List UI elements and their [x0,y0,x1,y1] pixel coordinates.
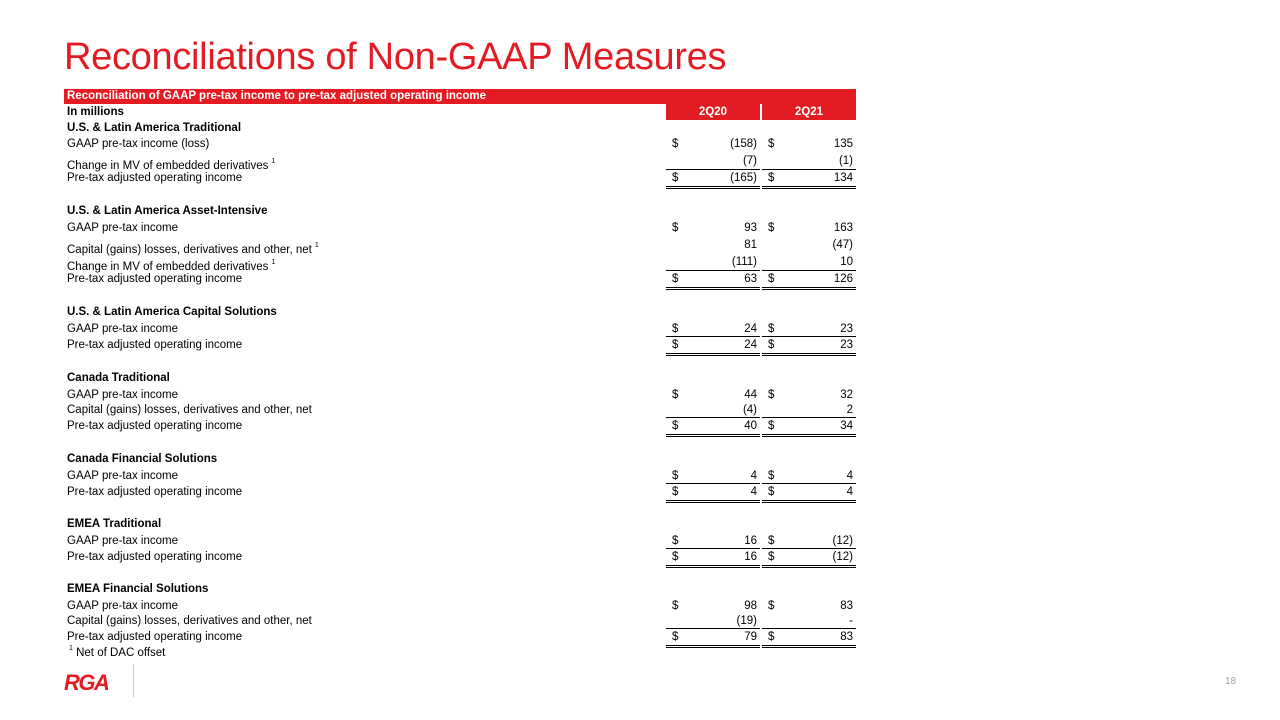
row-label: Pre-tax adjusted operating income [67,631,243,643]
value-2q21-cell [762,271,856,290]
value-2q20-cell [666,484,760,503]
table-row [64,549,856,565]
rga-logo: RGA [64,670,109,695]
value-2q20: 63 [744,273,757,285]
value-2q20-cell [666,533,760,549]
value-2q21: (12) [832,551,853,563]
row-label: Pre-tax adjusted operating income [67,420,243,432]
section-title: Canada Financial Solutions [67,453,218,465]
section-heading [64,203,856,220]
value-2q20-cell [666,321,760,337]
section-heading [64,516,856,533]
row-label: Capital (gains) losses, derivatives and other, net [67,615,312,627]
value-2q21-cell [762,254,856,271]
value-2q21-cell [762,403,856,418]
value-2q21: 135 [833,138,853,150]
value-2q21: 2 [846,404,853,416]
value-2q20-cell [666,549,760,568]
unit-label: In millions [67,106,124,118]
value-2q20-cell [666,598,760,614]
row-label: GAAP pre-tax income [67,470,179,482]
currency-symbol: $ [672,420,679,432]
value-2q20-cell [666,170,760,189]
value-2q21: 23 [840,339,853,351]
value-2q21-cell [762,153,856,170]
row-label: GAAP pre-tax income [67,600,179,612]
currency-symbol: $ [672,222,679,234]
currency-symbol: $ [672,172,679,184]
section-heading [64,304,856,321]
value-2q20: (165) [730,172,757,184]
value-2q21: - [849,615,853,627]
value-2q20: (4) [742,404,757,416]
currency-symbol: $ [768,138,775,150]
currency-symbol: $ [672,551,679,563]
value-2q21-cell [762,170,856,189]
currency-symbol: $ [672,486,679,498]
table-row [64,271,856,287]
table-row [64,136,856,153]
section-title: U.S. & Latin America Capital Solutions [67,306,277,318]
section-heading [64,581,856,598]
section-title: U.S. & Latin America Asset-Intensive [67,205,268,217]
value-2q20: 16 [744,535,757,547]
value-2q20-cell [666,220,760,237]
row-label: Capital (gains) losses, derivatives and other, net $^1$ [67,242,319,256]
value-2q20-cell [666,468,760,484]
row-label: GAAP pre-tax income [67,535,179,547]
row-label: Pre-tax adjusted operating income [67,339,243,351]
value-2q21: 83 [840,631,853,643]
row-label: Capital (gains) losses, derivatives and other, net [67,404,312,416]
row-label: Change in MV of embedded derivatives $^1$ [67,158,276,172]
section-heading [64,120,856,136]
value-2q21: 23 [840,323,853,335]
table-row [64,598,856,614]
table-row [64,418,856,434]
currency-symbol: $ [672,389,679,401]
currency-symbol: $ [768,551,775,563]
value-2q21-cell [762,549,856,568]
currency-symbol: $ [768,323,775,335]
value-2q21: 83 [840,600,853,612]
currency-symbol: $ [768,486,775,498]
footnote-ref: 1 [314,242,319,249]
currency-symbol: $ [768,222,775,234]
footnote-text: Net of DAC offset [76,647,166,659]
value-2q20: 24 [744,339,757,351]
footnote [66,645,165,659]
value-2q21-cell [762,321,856,337]
row-label: GAAP pre-tax income (loss) [67,138,210,150]
value-2q20-cell [666,418,760,437]
value-2q21-cell [762,533,856,549]
table-row [64,153,856,170]
row-label: GAAP pre-tax income [67,389,179,401]
value-2q21: 34 [840,420,853,432]
row-label: Pre-tax adjusted operating income [67,172,243,184]
section-title: EMEA Financial Solutions [67,583,209,595]
column-header-2q20: 2Q20 [666,104,760,120]
row-label: GAAP pre-tax income [67,222,179,234]
row-label: GAAP pre-tax income [67,323,179,335]
value-2q21-cell [762,237,856,254]
value-2q20-cell [666,337,760,356]
currency-symbol: $ [672,339,679,351]
value-2q20-cell [666,153,760,170]
table-row [64,237,856,254]
value-2q20: (111) [731,256,757,268]
value-2q20: 24 [744,323,757,335]
footnote-marker: 1 [69,645,73,652]
row-label: Change in MV of embedded derivatives $^1$ [67,259,276,273]
value-2q20: (158) [730,138,757,150]
value-2q20-cell [666,387,760,403]
value-2q20-cell [666,271,760,290]
logo-divider [133,664,134,697]
value-2q21: 134 [833,172,853,184]
currency-symbol: $ [672,273,679,285]
section-heading [64,451,856,468]
value-2q21-cell [762,337,856,356]
currency-symbol: $ [768,339,775,351]
row-label: Pre-tax adjusted operating income [67,551,243,563]
slide-title: Reconciliations of Non-GAAP Measures [64,36,727,78]
currency-symbol: $ [672,470,679,482]
reconciliation-table [64,104,856,645]
currency-symbol: $ [672,138,679,150]
currency-symbol: $ [672,600,679,612]
value-2q21: 4 [846,470,853,482]
value-2q21: (1) [838,155,853,167]
value-2q20: (7) [742,155,757,167]
value-2q21-cell [762,418,856,437]
value-2q20: 98 [744,600,757,612]
currency-symbol: $ [672,323,679,335]
value-2q20: (19) [736,615,757,627]
page-number: 18 [1225,676,1237,687]
value-2q21: 163 [833,222,853,234]
section-title: Canada Traditional [67,372,170,384]
row-label: Pre-tax adjusted operating income [67,486,243,498]
value-2q21-cell [762,387,856,403]
value-2q20-cell [666,136,760,153]
currency-symbol: $ [768,273,775,285]
value-2q21-cell [762,468,856,484]
section-title: EMEA Traditional [67,518,162,530]
table-row [64,484,856,500]
column-header-2q21: 2Q21 [762,104,856,120]
value-2q20: 4 [750,486,757,498]
value-2q20: 81 [744,239,757,251]
value-2q20: 44 [744,389,757,401]
value-2q21-cell [762,136,856,153]
value-2q21-cell [762,220,856,237]
table-row [64,170,856,186]
table-row [64,629,856,645]
section-heading [64,370,856,387]
value-2q21-cell [762,484,856,503]
table-row [64,468,856,484]
currency-symbol: $ [768,535,775,547]
value-2q21: 10 [840,256,853,268]
currency-symbol: $ [672,535,679,547]
currency-symbol: $ [768,470,775,482]
value-2q20-cell [666,403,760,418]
table-row [64,403,856,418]
value-2q20: 40 [744,420,757,432]
table-row [64,533,856,549]
currency-symbol: $ [672,631,679,643]
table-row [64,387,856,403]
value-2q20-cell [666,629,760,648]
value-2q20-cell [666,237,760,254]
value-2q20: 93 [744,222,757,234]
table-row [64,254,856,271]
table-row [64,321,856,337]
value-2q21: (47) [832,239,853,251]
value-2q20: 79 [744,631,757,643]
value-2q20-cell [666,254,760,271]
row-label: Pre-tax adjusted operating income [67,273,243,285]
table-row [64,337,856,353]
section-title: U.S. & Latin America Traditional [67,122,242,134]
value-2q21: 126 [833,273,853,285]
value-2q20: 16 [744,551,757,563]
value-2q21-cell [762,614,856,629]
value-2q21: 32 [840,389,853,401]
value-2q21: 4 [846,486,853,498]
table-row [64,614,856,629]
table-banner: Reconciliation of GAAP pre-tax income to pre-tax adjusted operating income [64,89,856,104]
value-2q21-cell [762,629,856,648]
currency-symbol: $ [768,600,775,612]
value-2q21-cell [762,598,856,614]
value-2q21: (12) [832,535,853,547]
currency-symbol: $ [768,389,775,401]
footnote-ref: 1 [271,259,276,266]
value-2q20-cell [666,614,760,629]
table-row [64,220,856,237]
currency-symbol: $ [768,420,775,432]
footnote-ref: 1 [271,158,276,165]
value-2q20: 4 [750,470,757,482]
table-header-row [64,104,856,120]
currency-symbol: $ [768,172,775,184]
currency-symbol: $ [768,631,775,643]
